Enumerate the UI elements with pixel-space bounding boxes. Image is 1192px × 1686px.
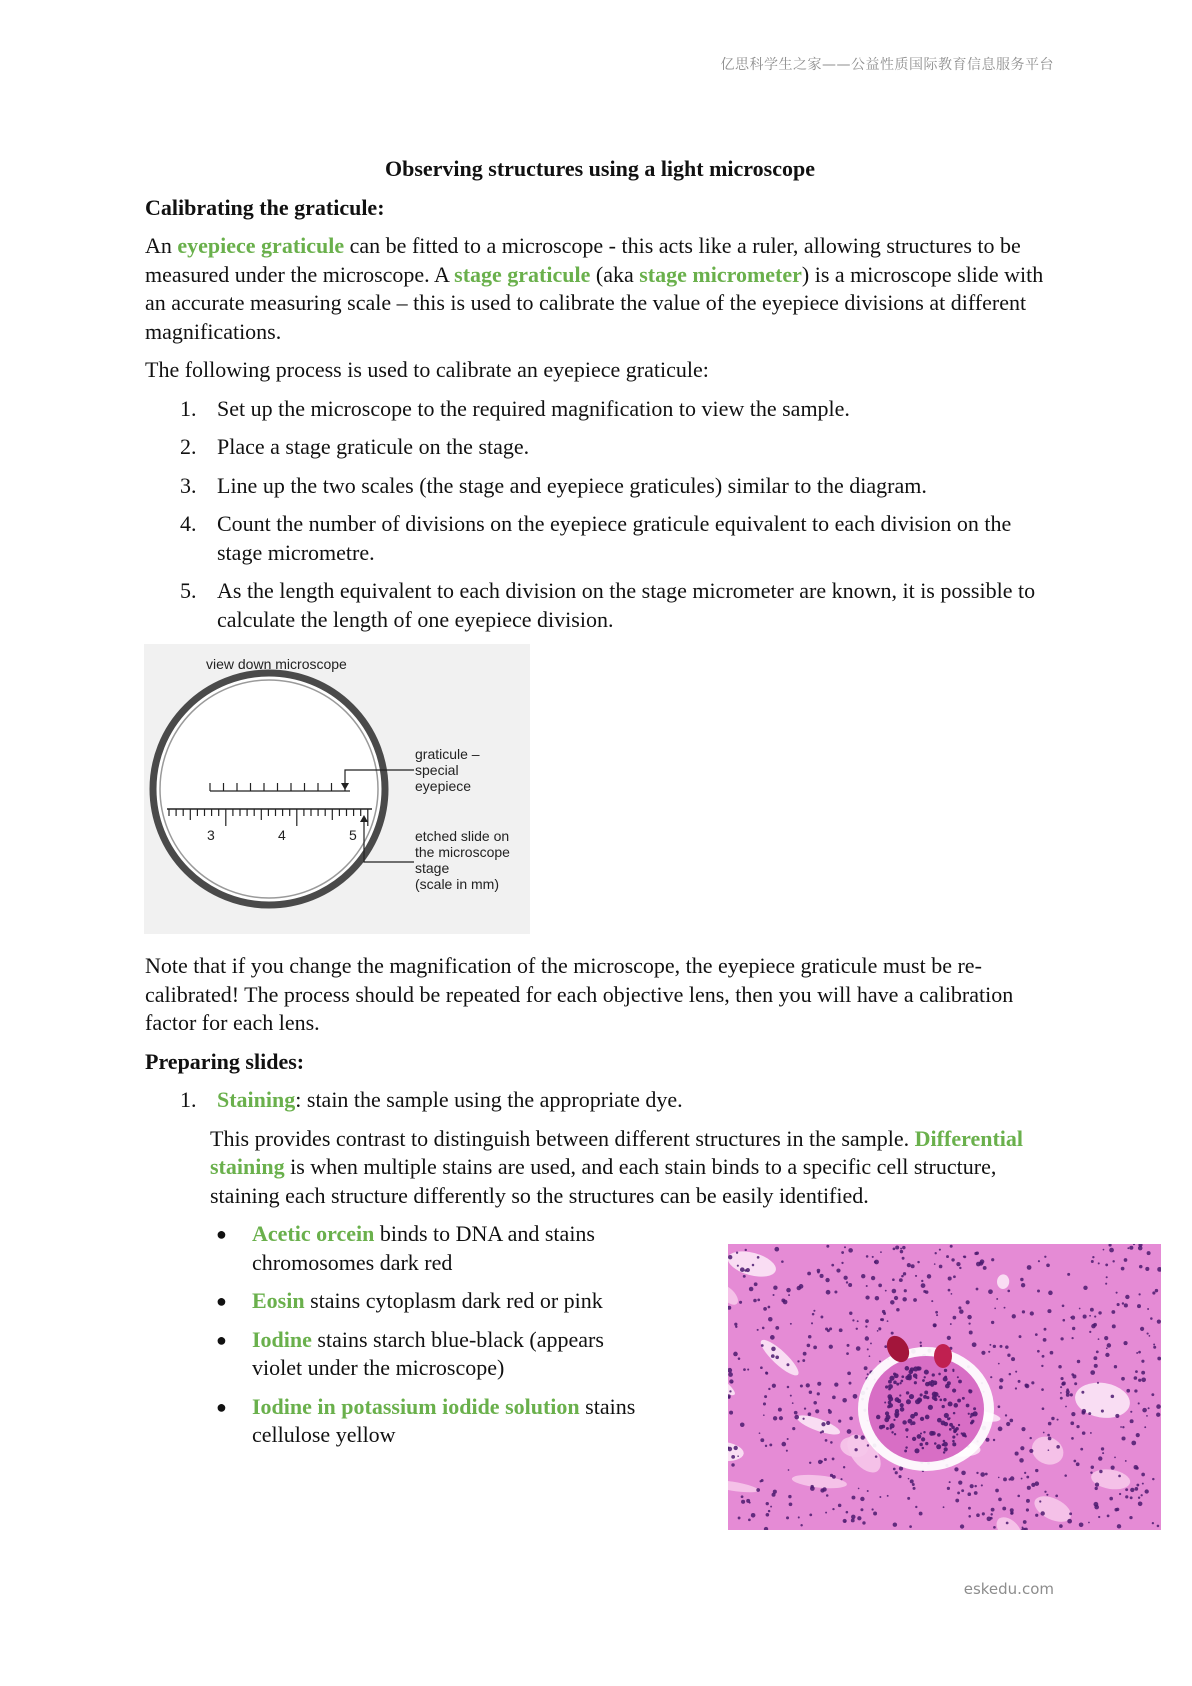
intro-text: ) is a microscope slide with an accurate measuring scale – this is used to calibrate the value of the eyepiece divisions at different magnifications.: [145, 261, 1044, 344]
bullet-icon: ●: [216, 1224, 227, 1244]
step-number: 3.: [180, 472, 197, 498]
microscope-view-diagram: [144, 644, 530, 934]
preparing-steps: [145, 1086, 1055, 1115]
term-stage-graticule: stage graticule: [454, 261, 591, 287]
stage-label-line: (scale in mm): [415, 876, 500, 892]
graticule-label-line: eyepiece: [415, 778, 472, 794]
stain-list: [210, 1220, 640, 1450]
calibration-steps: [145, 395, 1055, 635]
list-item: [210, 1220, 640, 1277]
scale-number-3: 3: [207, 827, 215, 843]
scale-number-4: 4: [278, 827, 286, 843]
bullet-text: binds to DNA and stains chromosomes dark red: [252, 1221, 595, 1275]
step-number: 1.: [180, 1087, 197, 1112]
step-number: 1.: [180, 395, 197, 421]
footer-site: eskedu.com: [963, 1580, 1054, 1598]
step-text: As the length equivalent to each division on the stage micrometer are known, it is possible to calculate the length of one eyepiece division.: [217, 578, 1036, 632]
site-tagline: 亿思科学生之家——公益性质国际教育信息服务平台: [720, 57, 1054, 73]
term-differential-staining: Differential staining: [210, 1125, 1024, 1179]
graticule-label-line: special: [415, 762, 459, 778]
stage-label-line: stage: [415, 860, 450, 876]
term-stage-micrometer: stage micrometer: [639, 261, 802, 287]
step-text: Place a stage graticule on the stage.: [217, 434, 530, 459]
step-number: 4.: [180, 511, 197, 536]
intro-text: can be fitted to a microscope - this acts like a ruler, allowing structures to be measured under the microscope. A: [145, 233, 1021, 287]
explanation-text: is when multiple stains are used, and each stain binds to a specific cell structure, staining each structure differently so the structures can be easily identified.: [210, 1154, 997, 1208]
section-heading-preparing: Preparing slides:: [145, 1048, 305, 1074]
intro-text: An: [145, 233, 178, 258]
staining-details: [145, 1125, 1055, 1450]
bullet-icon: ●: [216, 1329, 227, 1350]
bullet-text: stains cytoplasm dark red or pink: [304, 1288, 603, 1313]
diagram-caption: view down microscope: [206, 656, 347, 672]
term-staining: Staining: [217, 1087, 296, 1112]
staining-explanation: [210, 1125, 1055, 1211]
term-eosin: Eosin: [252, 1288, 305, 1313]
stage-label: [415, 828, 510, 892]
list-item: [145, 395, 1055, 424]
intro-paragraph: [145, 232, 1055, 346]
bullet-icon: ●: [216, 1291, 227, 1311]
section-heading-calibrating: Calibrating the graticule:: [145, 194, 385, 220]
step-text: Line up the two scales (the stage and eyepiece graticules) similar to the diagram.: [217, 472, 927, 498]
stage-label-line: the microscope: [415, 844, 510, 860]
list-item: [145, 577, 1055, 634]
stain-list-area: [210, 1220, 1055, 1450]
intro-text: (aka: [590, 261, 640, 287]
list-item: [210, 1393, 640, 1450]
list-item: [145, 510, 1055, 567]
list-item: [210, 1287, 640, 1316]
list-item: [145, 472, 1055, 501]
recalibration-note: Note that if you change the magnification of the microscope, the eyepiece graticule must be re-calibrated! The process should be repeated for each objective lens, then you will have a calibration factor for each lens.: [145, 953, 1014, 1035]
graticule-label: [415, 746, 480, 794]
step-text: : stain the sample using the appropriate dye.: [295, 1087, 683, 1112]
step-number: 5.: [180, 578, 197, 603]
bullet-text: stains cellulose yellow: [252, 1393, 636, 1447]
list-item: [145, 433, 1055, 462]
term-acetic-orcein: Acetic orcein: [252, 1221, 375, 1246]
scale-number-5: 5: [349, 827, 357, 843]
process-intro: The following process is used to calibrate an eyepiece graticule:: [145, 357, 709, 382]
explanation-text: This provides contrast to distinguish between different structures in the sample.: [210, 1125, 915, 1151]
graticule-label-line: graticule –: [415, 746, 480, 762]
stage-label-line: etched slide on: [415, 828, 510, 844]
list-item: [145, 1086, 1055, 1115]
term-iodine-potassium-iodide: Iodine in potassium iodide solution: [252, 1393, 580, 1419]
list-item: [210, 1326, 640, 1383]
document-body: [145, 155, 1055, 1460]
document-title: Observing structures using a light microscope: [384, 156, 816, 181]
step-text: Set up the microscope to the required magnification to view the sample.: [217, 395, 850, 421]
term-eyepiece-graticule: eyepiece graticule: [177, 233, 345, 258]
step-number: 2.: [180, 434, 197, 459]
micrograph-image: [728, 1244, 1161, 1530]
term-iodine: Iodine: [252, 1326, 312, 1352]
stained-tissue-micrograph: [728, 1244, 1161, 1530]
step-text: Count the number of divisions on the eyepiece graticule equivalent to each division on the stage micrometre.: [217, 511, 1012, 565]
bullet-icon: ●: [216, 1396, 227, 1417]
bullet-text: stains starch blue-black (appears violet under the microscope): [252, 1326, 604, 1380]
